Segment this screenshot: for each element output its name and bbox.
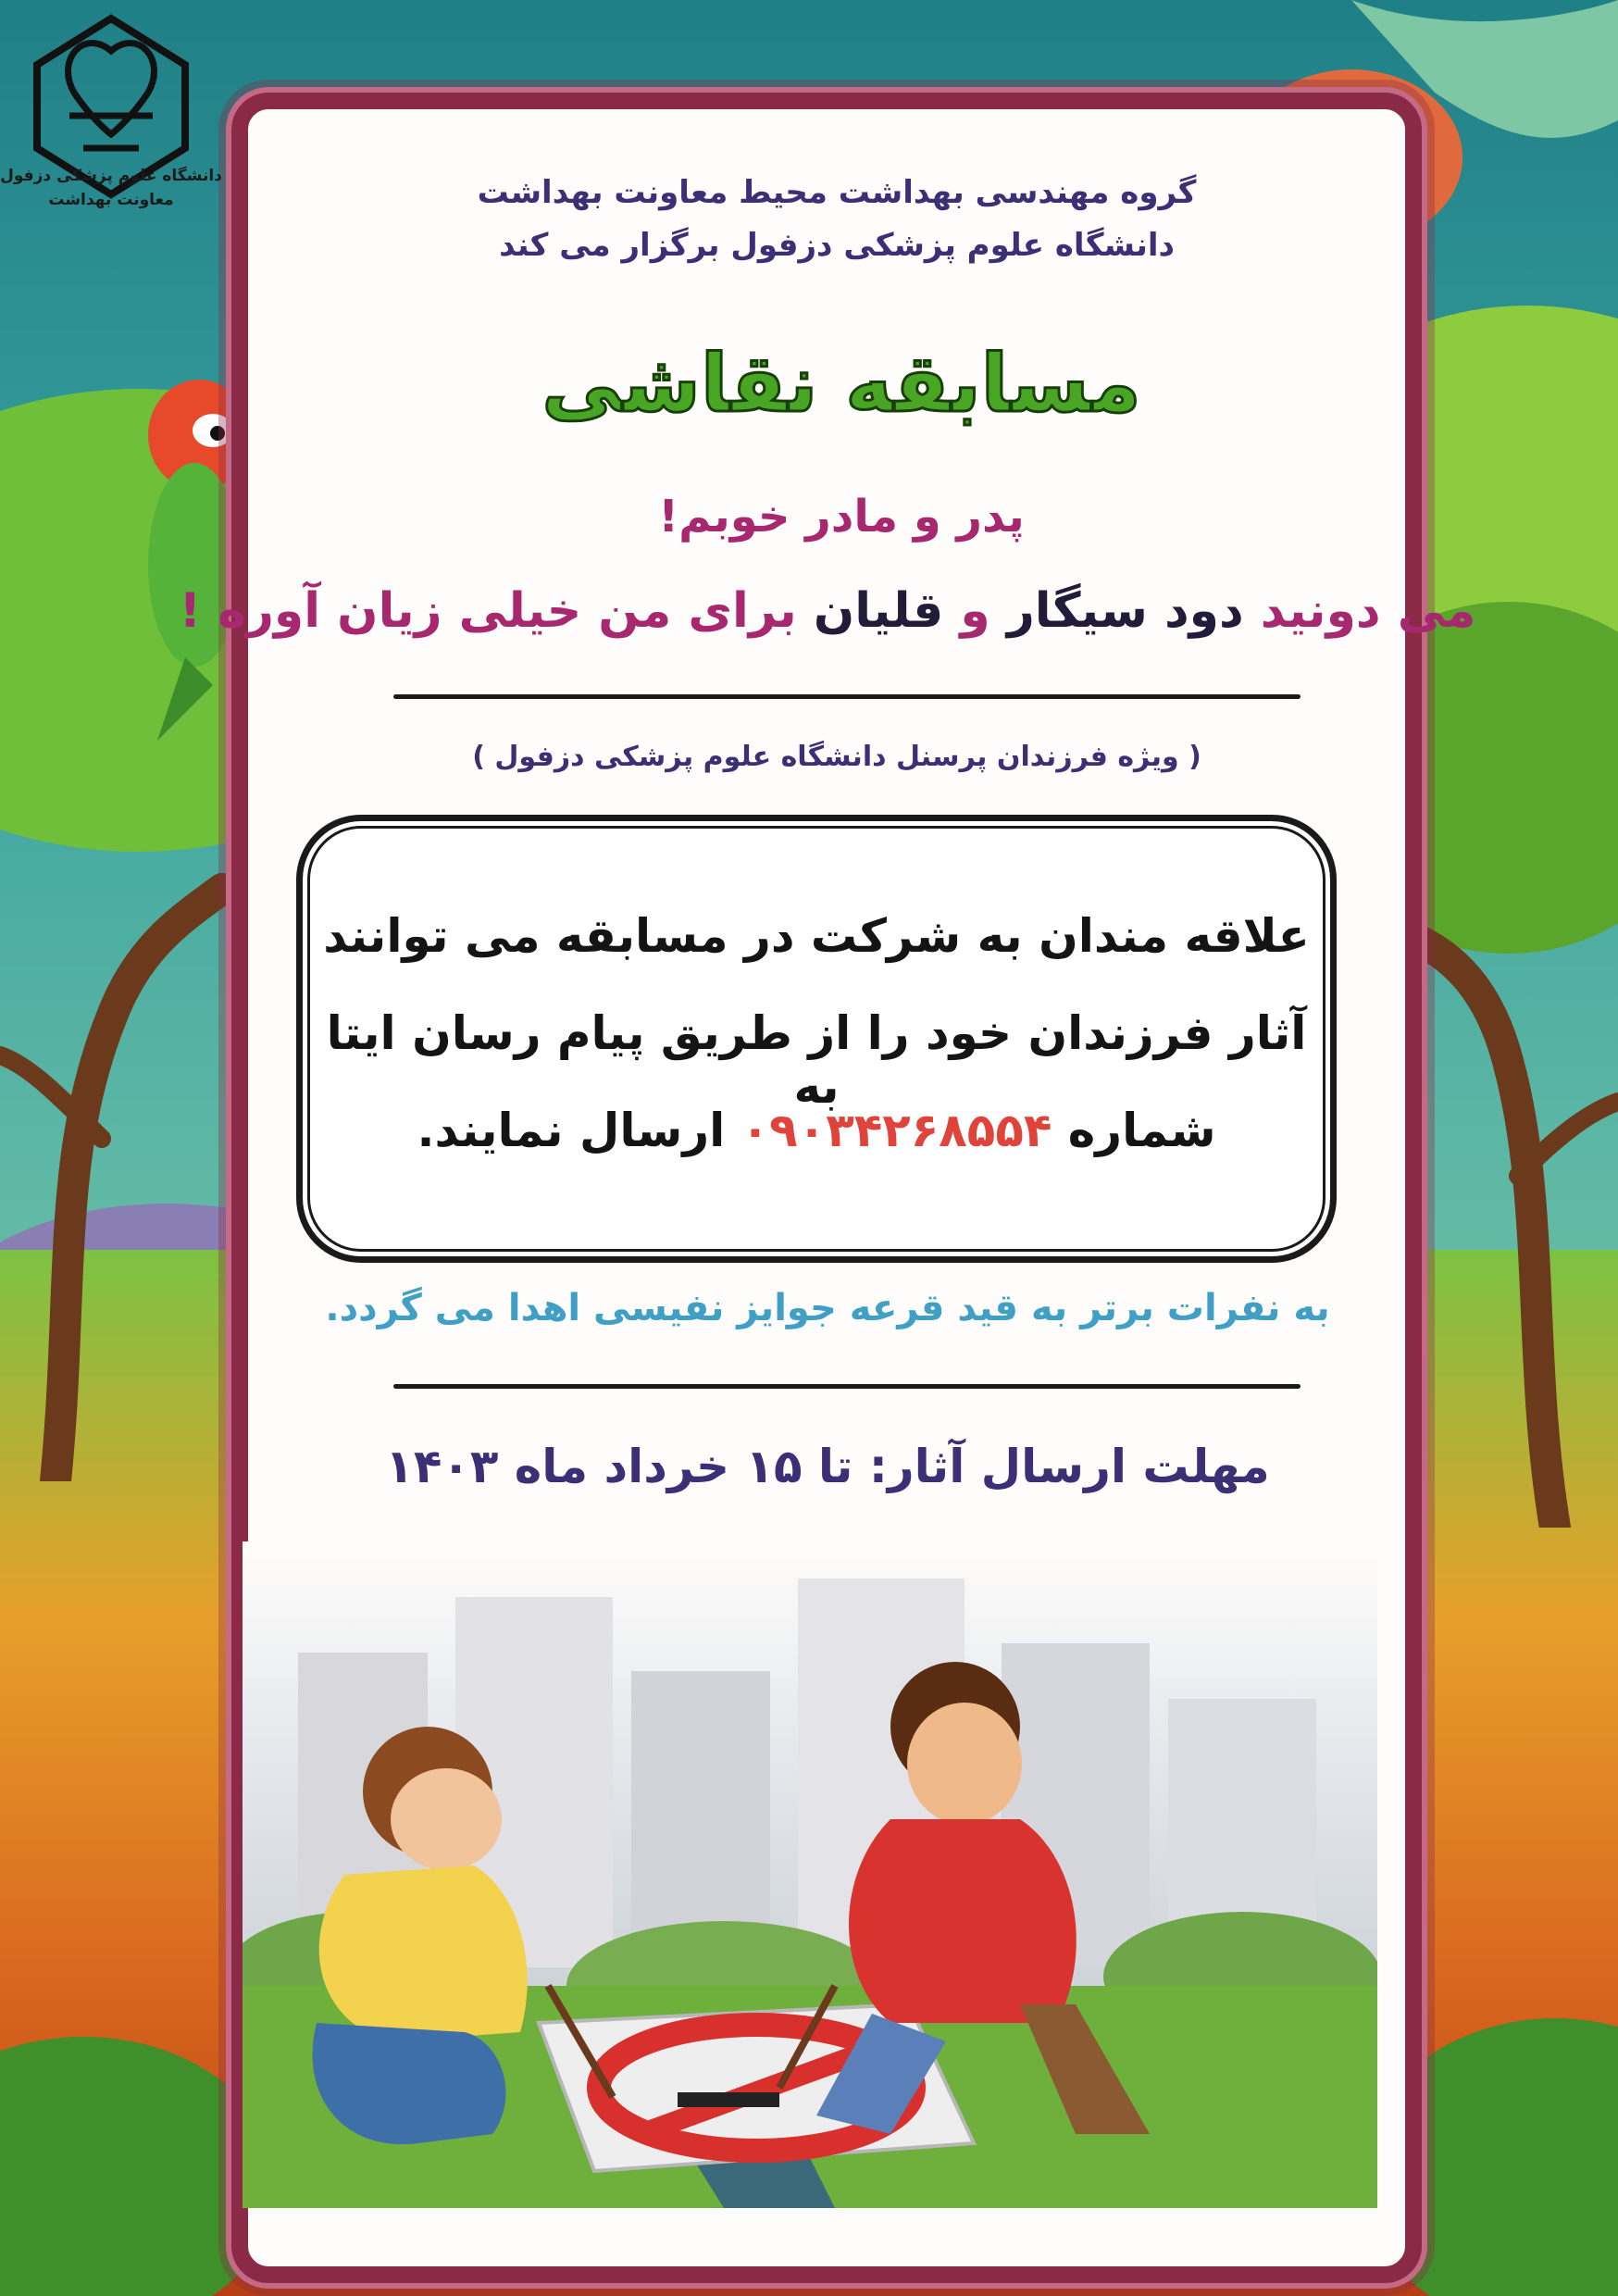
instructions-line-2: آثار فرزندان خود را از طریق پیام رسان ایتا به [326, 1006, 1307, 1114]
deadline: مهلت ارسال آثار: تا ۱۵ خرداد ماه ۱۴۰۳ [385, 1440, 1270, 1493]
message-part-5: برای من خیلی زیان آوره ! [179, 583, 814, 639]
smoking-message [0, 583, 1618, 639]
instructions-line-3 [303, 1104, 1330, 1157]
organizer-line-1: گروه مهندسی بهداشت محیط معاونت بهداشت [477, 174, 1197, 211]
message-part-hookah: قلیان [813, 583, 944, 639]
message-part-cigarette: دود سیگار [1006, 583, 1244, 639]
divider-bottom [393, 1384, 1301, 1389]
subtitle: پدر و مادر خوبم! [658, 491, 1025, 543]
prize-note: به نفرات برتر به قید قرعه جوایز نفیسی اهدا می گردد. [325, 1287, 1330, 1329]
painting-illustration [243, 1541, 1377, 2208]
instructions-send-text: ارسال نمایند. [417, 1104, 741, 1157]
page-title: مسابقه نقاشی [541, 338, 1141, 430]
phone-number: ۰۹۰۳۴۲۶۸۵۵۴ [741, 1104, 1052, 1157]
divider-top [393, 694, 1301, 699]
eligibility-note: ( ویژه فرزندان پرسنل دانشگاه علوم پزشکی دزفول ) [472, 741, 1201, 773]
instructions-line-1: علاقه مندان به شرکت در مسابقه می توانند [323, 909, 1310, 963]
instructions-number-label: شماره [1052, 1104, 1216, 1157]
instructions-box [296, 815, 1337, 1263]
message-part-3: و [943, 583, 1007, 639]
logo-caption-department: معاونت بهداشت [48, 191, 174, 209]
logo-caption-university: دانشگاه علوم پزشکی دزفول [0, 167, 222, 185]
message-part-1: می دونید [1243, 583, 1476, 639]
organizer-line-2: دانشگاه علوم پزشکی دزفول برگزار می کند [499, 227, 1175, 264]
